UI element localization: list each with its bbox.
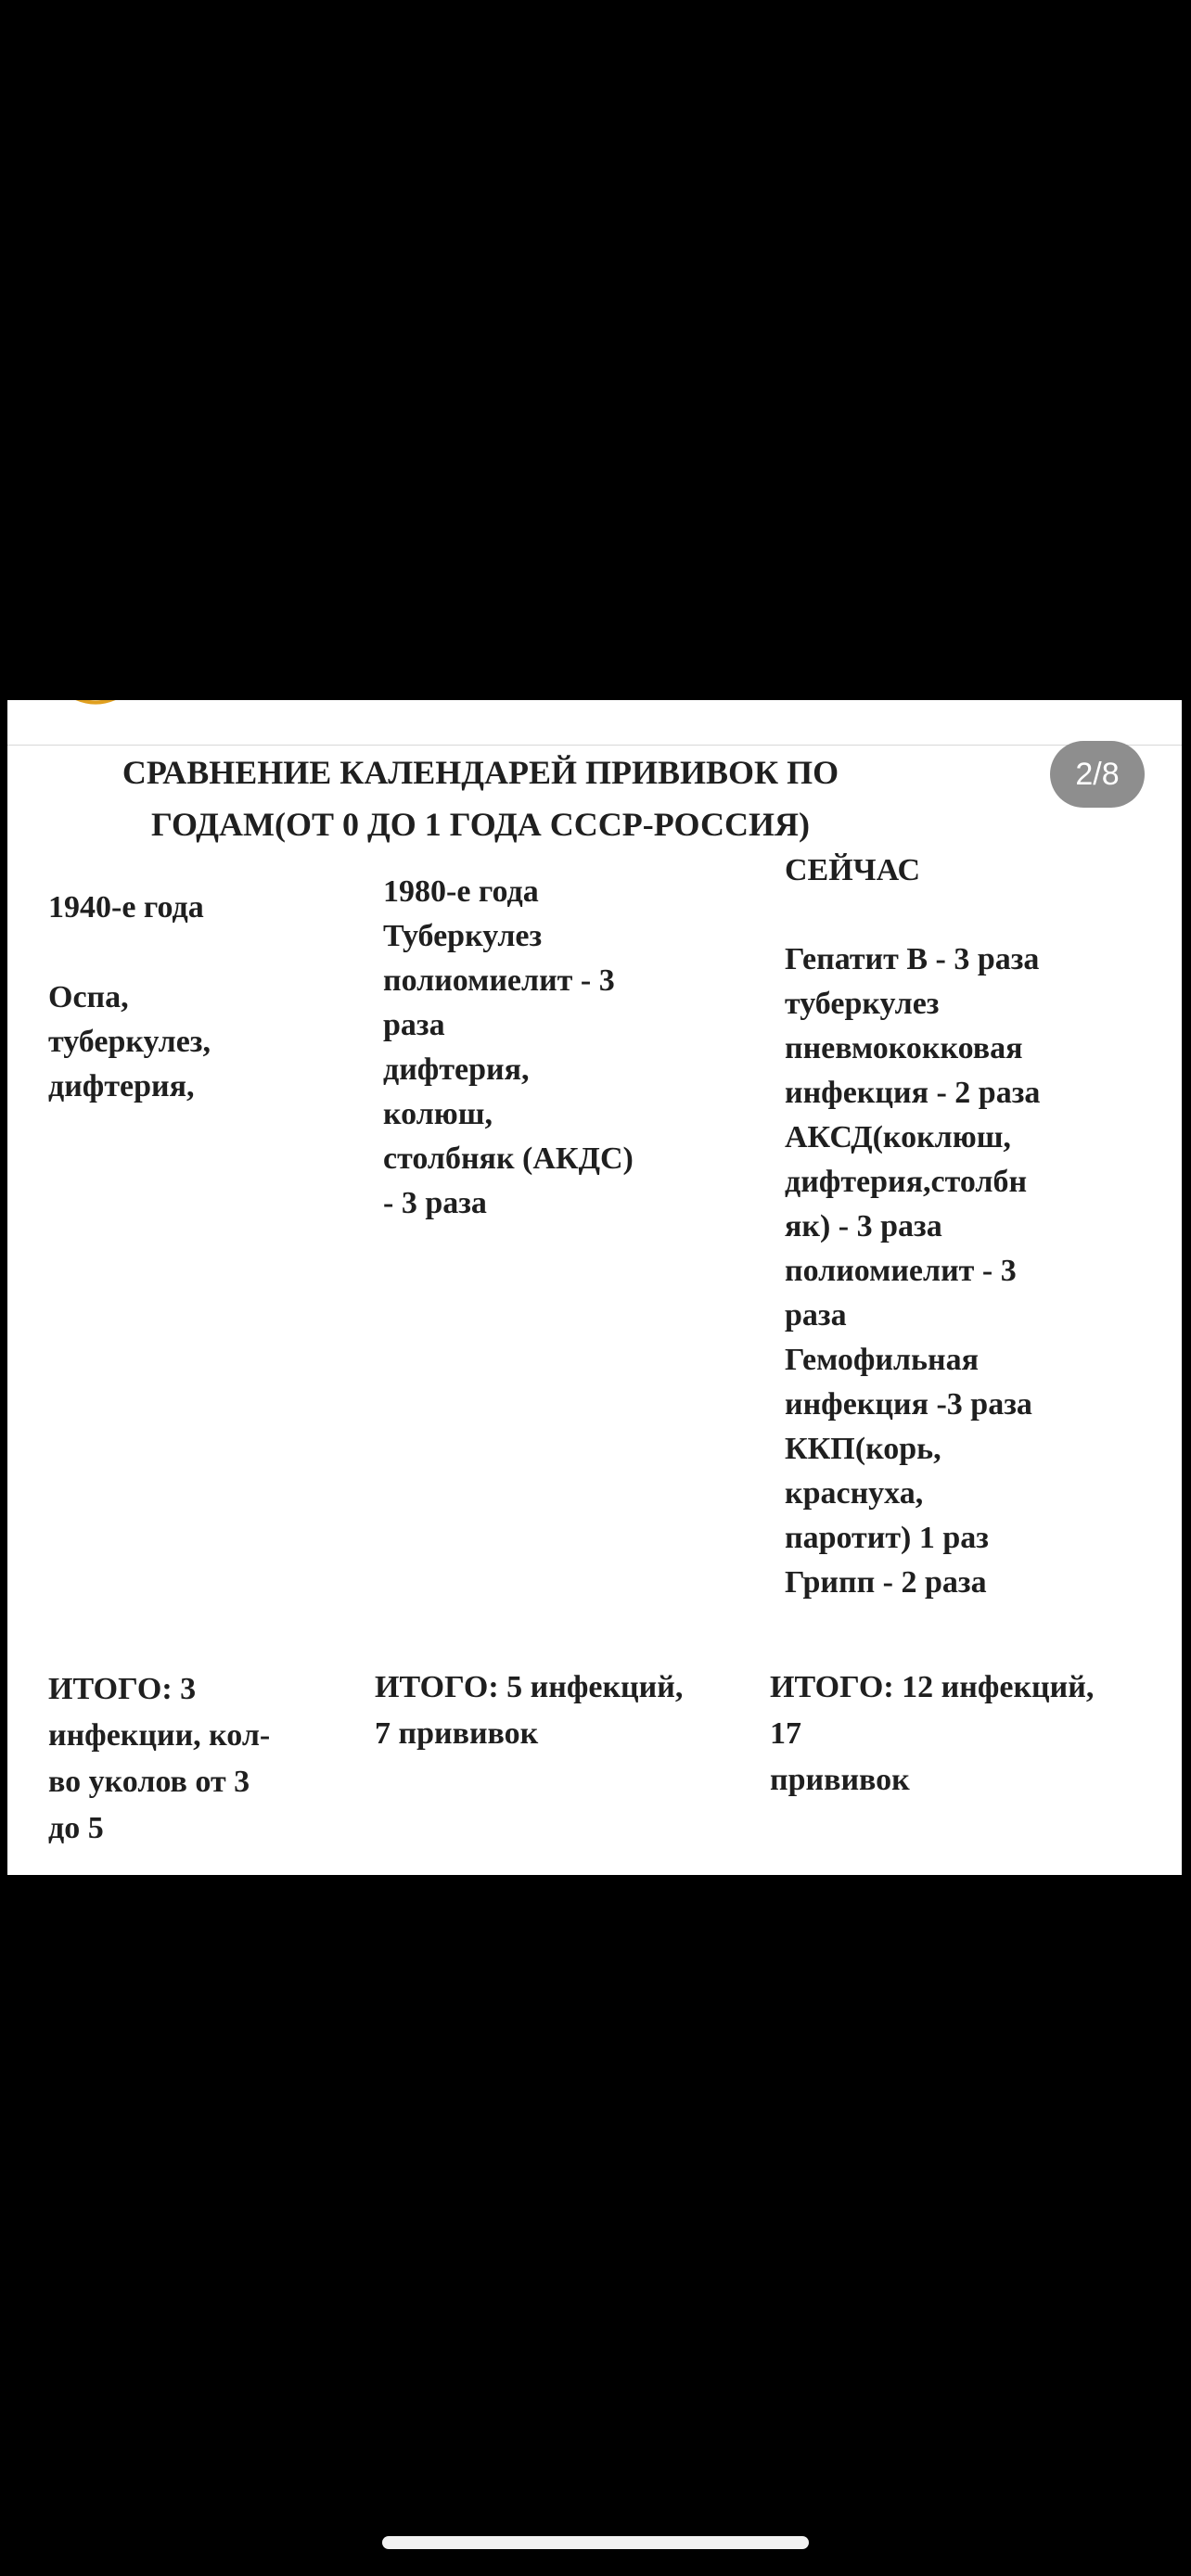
slide-image[interactable] <box>7 700 1182 1875</box>
column-now-heading: СЕЙЧАС <box>785 853 921 887</box>
logo-icon <box>45 700 147 719</box>
column-1940-heading: 1940-е года <box>48 890 204 925</box>
column-1980-body: Туберкулез полиомиелит - 3 раза дифтерия, колюш, столбняк (АКДС) - 3 раза <box>383 919 634 1220</box>
page-indicator: 2/8 <box>1050 741 1145 808</box>
column-now-body: Гепатит В - 3 раза туберкулез пневмококковая инфекция - 2 раза АКСД(коклюш, дифтерия,столбн як) - 3 раза полиомиелит - 3 раза Гемофильная инфекция -3 раза ККП(корь, краснуха, паротит) 1 раз Грипп - 2 раза <box>785 942 1041 1600</box>
column-1940-total: ИТОГО: 3 инфекции, кол- во уколов от 3 до 5 <box>48 1672 271 1845</box>
column-1940-body: Оспа, туберкулез, дифтерия, <box>48 980 211 1103</box>
slide-title-line2: ГОДАМ(ОТ 0 ДО 1 ГОДА СССР-РОССИЯ) <box>151 806 810 843</box>
divider <box>7 745 1182 746</box>
slide-title-line1: СРАВНЕНИЕ КАЛЕНДАРЕЙ ПРИВИВОК ПО <box>122 754 839 791</box>
slide-title <box>109 746 852 850</box>
column-1980-heading: 1980-е года <box>383 874 539 909</box>
column-1980-total: ИТОГО: 5 инфекций, 7 прививок <box>375 1670 684 1751</box>
home-indicator[interactable] <box>382 2536 809 2549</box>
column-now-total: ИТОГО: 12 инфекций, 17 прививок <box>770 1670 1095 1797</box>
